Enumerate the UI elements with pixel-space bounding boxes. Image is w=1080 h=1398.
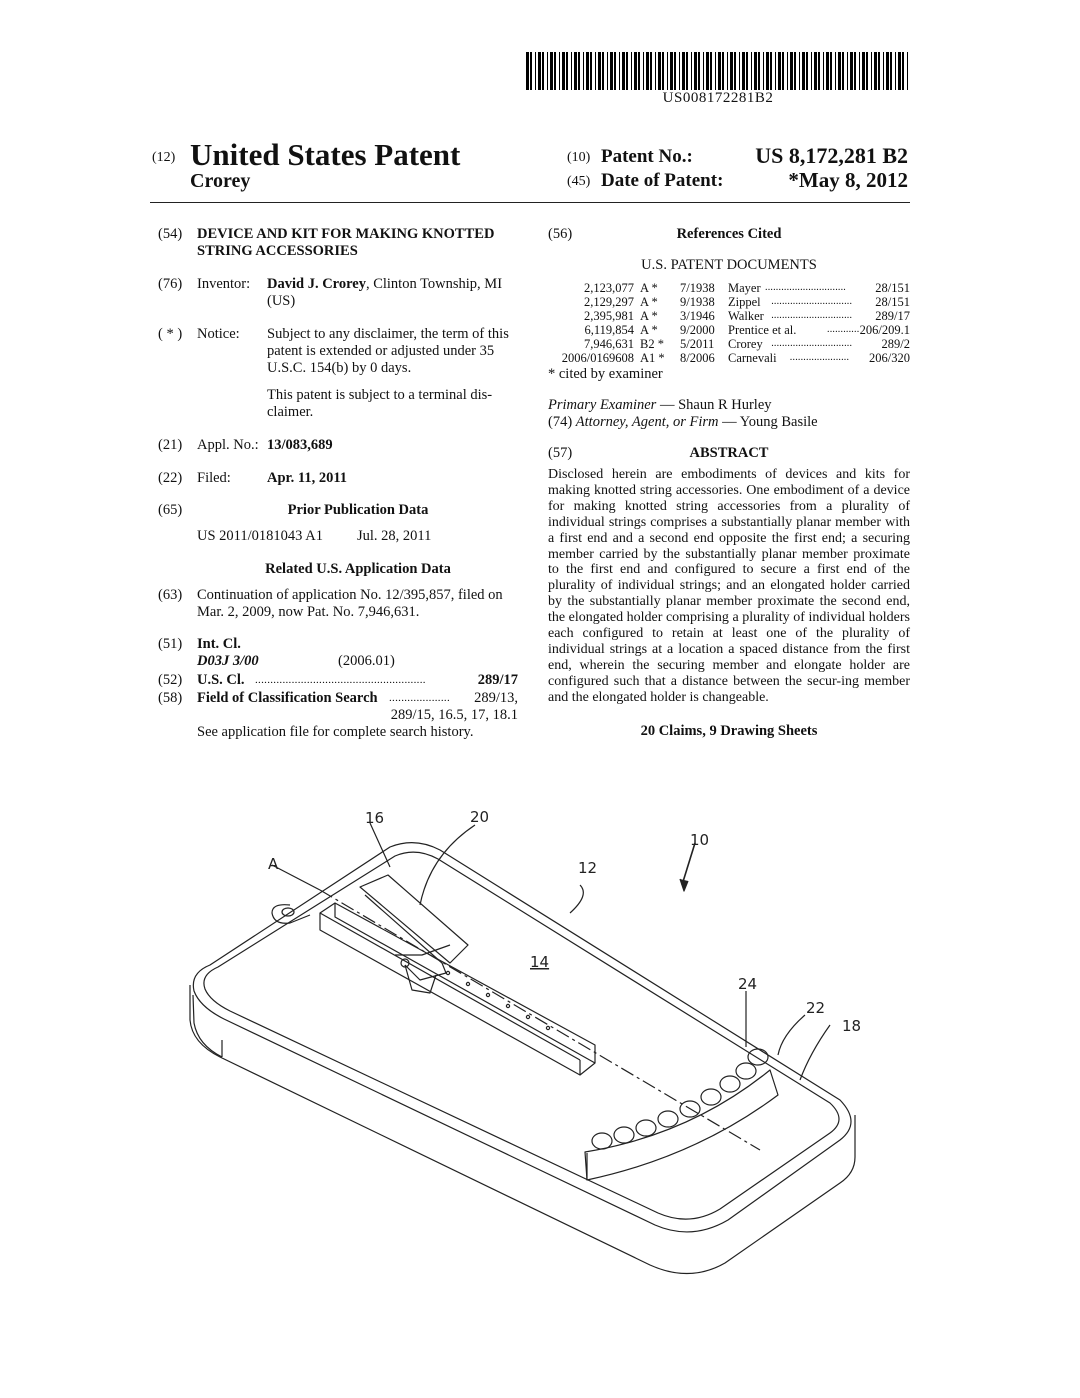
filed-label: Filed: [197,470,231,486]
code-74: (74) [548,414,573,430]
reference-name: Prentice et al. [728,323,797,337]
code-12: (12) [152,150,176,165]
code-58: (58) [158,690,183,706]
primary-examiner-name: — Shaun R Hurley [659,397,772,413]
reference-dots: .............................. [771,310,853,321]
reference-name: Mayer [728,281,761,295]
reference-cls: 289/17 [875,309,910,323]
patent-no-label: Patent No.: [601,146,693,167]
code-notice: ( * ) [158,326,183,342]
code-76: (76) [158,276,183,292]
label-18: 18 [842,1017,862,1035]
reference-row [548,281,910,295]
abstract-text: Disclosed herein are embodiments of devices and kits for making knotted string accessories. One embodiment of a device for making knotted string accessories from a plurality of individual strings comprises a substantially planar member with a first end and a second end opposite the first end; a securing member carried by the substantially planar member proximate to the first end and configured to secure a first end of the plurality of individual strings; and an elongated holder carried by the substantially planar member proximate the second end, the elongated holder comprising a plurality of individual holders each configured to retain at least one of the plurality of individual strings at a location a spaced distance from the first end, wherein the securing member and elongate holder are configured such that a distance between the secur-ing member and the elongated holder is changeable. [548,467,910,705]
disclaimer-line2: claimer. [267,404,314,420]
disclaimer-line1: This patent is subject to a terminal dis- [267,387,493,403]
primary-examiner-line [548,397,772,414]
reference-row [548,323,910,337]
reference-num: 7,946,631 [584,337,634,351]
attorney-label: Attorney, Agent, or Firm [575,414,719,430]
reference-cls: 28/151 [875,281,910,295]
reference-dots: ............ [827,324,860,335]
reference-row [548,309,910,323]
prior-pub-number: US 2011/0181043 A1 [197,528,323,544]
label-14: 14 [530,953,550,971]
code-57: (57) [548,445,573,461]
reference-num: 2,395,981 [584,309,634,323]
inventor-name: David J. Crorey [267,276,366,292]
notice-label: Notice: [197,326,240,342]
inventor-country: (US) [267,293,296,309]
prior-pub-date: Jul. 28, 2011 [357,528,432,544]
abstract-heading: ABSTRACT [689,445,769,461]
reference-date: 8/2006 [680,351,715,365]
us-cl-label: U.S. Cl. [197,672,245,688]
label-22: 22 [806,999,826,1017]
bar-holes [446,971,549,1029]
filed-date: Apr. 11, 2011 [267,470,348,486]
reference-dots: .............................. [771,296,853,307]
attorney-name: — Young Basile [722,414,818,430]
barcode [526,52,910,90]
inventor-surname: Crorey [190,170,251,192]
prior-pub-heading: Prior Publication Data [287,502,429,518]
reference-dots: .............................. [771,338,853,349]
field-search-value2: 289/15, 16.5, 17, 18.1 [390,707,518,723]
label-24: 24 [738,975,758,993]
us-docs-heading: U.S. PATENT DOCUMENTS [641,257,817,273]
date-label: Date of Patent: [601,170,724,191]
reference-cls: 206/320 [869,351,910,365]
related-heading: Related U.S. Application Data [265,561,451,577]
tray-base [190,985,855,1274]
appl-no: 13/083,689 [267,437,333,453]
code-21: (21) [158,437,183,453]
field-search-note: See application file for complete search history. [197,724,474,740]
reference-row [548,337,910,351]
reference-date: 9/2000 [680,323,715,337]
code-54: (54) [158,226,183,242]
continuation-line1: Continuation of application No. 12/395,857, filed on [197,587,503,603]
patent-date: *May 8, 2012 [788,168,908,192]
beads [592,1049,768,1149]
cited-by-examiner: * cited by examiner [548,366,663,382]
reference-cls: 28/151 [875,295,910,309]
us-cl-dots: ........................................................ [255,674,426,686]
continuation-line2: Mar. 2, 2009, now Pat. No. 7,946,631. [197,604,420,620]
reference-dots: .............................. [765,282,846,293]
code-52: (52) [158,672,183,688]
field-search-dots: .................... [389,692,450,704]
reference-kind: B2 * [640,337,664,351]
field-search-label: Field of Classification Search [197,690,378,706]
reference-num: 6,119,854 [584,323,634,337]
label-20: 20 [470,808,490,826]
claims-summary: 20 Claims, 9 Drawing Sheets [640,723,818,739]
slide-bar [320,903,595,1075]
inventor-label: Inventor: [197,276,251,292]
barcode-number: US008172281B2 [662,90,774,106]
reference-name: Walker [728,309,764,323]
header-rule [150,202,910,203]
int-cl-year: (2006.01) [338,653,395,669]
field-search-value1: 289/13, [474,690,518,706]
appl-no-label: Appl. No.: [197,437,259,453]
code-10: (10) [567,150,591,165]
reference-date: 5/2011 [680,337,715,351]
patent-number: US 8,172,281 B2 [755,143,908,168]
inventor-line [267,276,502,293]
reference-kind: A * [640,295,658,309]
refs-heading: References Cited [676,226,782,242]
primary-examiner-label: Primary Examiner [548,397,657,413]
reference-num: 2,129,297 [584,295,634,309]
reference-row [548,295,910,309]
label-12: 12 [578,859,598,877]
patent-drawing [150,795,930,1275]
label-10: 10 [690,831,710,849]
reference-kind: A * [640,309,658,323]
code-56: (56) [548,226,573,242]
reference-kind: A * [640,323,658,337]
inventor-location: , Clinton Township, MI [365,276,503,292]
invention-title-line2: STRING ACCESSORIES [197,243,358,259]
reference-name: Zippel [728,295,761,309]
notice-line3: U.S.C. 154(b) by 0 days. [267,360,412,376]
reference-num: 2006/0169608 [561,351,634,365]
reference-row [548,351,910,365]
reference-num: 2,123,077 [584,281,634,295]
reference-dots: ...................... [789,352,850,363]
invention-title-line1: DEVICE AND KIT FOR MAKING KNOTTED [197,226,495,242]
code-22: (22) [158,470,183,486]
code-45: (45) [567,174,591,189]
notice-line2: patent is extended or adjusted under 35 [267,343,495,359]
code-51: (51) [158,636,183,652]
attorney-line [548,414,818,431]
reference-date: 9/1938 [680,295,715,309]
int-cl-label: Int. Cl. [197,636,241,652]
reference-name: Crorey [728,337,763,351]
label-16: 16 [365,809,385,827]
reference-date: 3/1946 [680,309,715,323]
int-cl-class: D03J 3/00 [197,653,259,669]
reference-name: Carnevali [728,351,777,365]
code-65: (65) [158,502,183,518]
bead-holder [585,1070,778,1180]
reference-kind: A * [640,281,658,295]
us-cl-value: 289/17 [477,672,518,688]
reference-cls: 289/2 [881,337,910,351]
reference-date: 7/1938 [680,281,715,295]
label-a: A [268,855,279,873]
reference-cls: 206/209.1 [859,323,910,337]
reference-kind: A1 * [640,351,665,365]
tray-outer-rim [193,843,851,1232]
code-63: (63) [158,587,183,603]
document-title: United States Patent [190,137,461,172]
clip [360,875,468,963]
notice-line1: Subject to any disclaimer, the term of this [267,326,509,342]
